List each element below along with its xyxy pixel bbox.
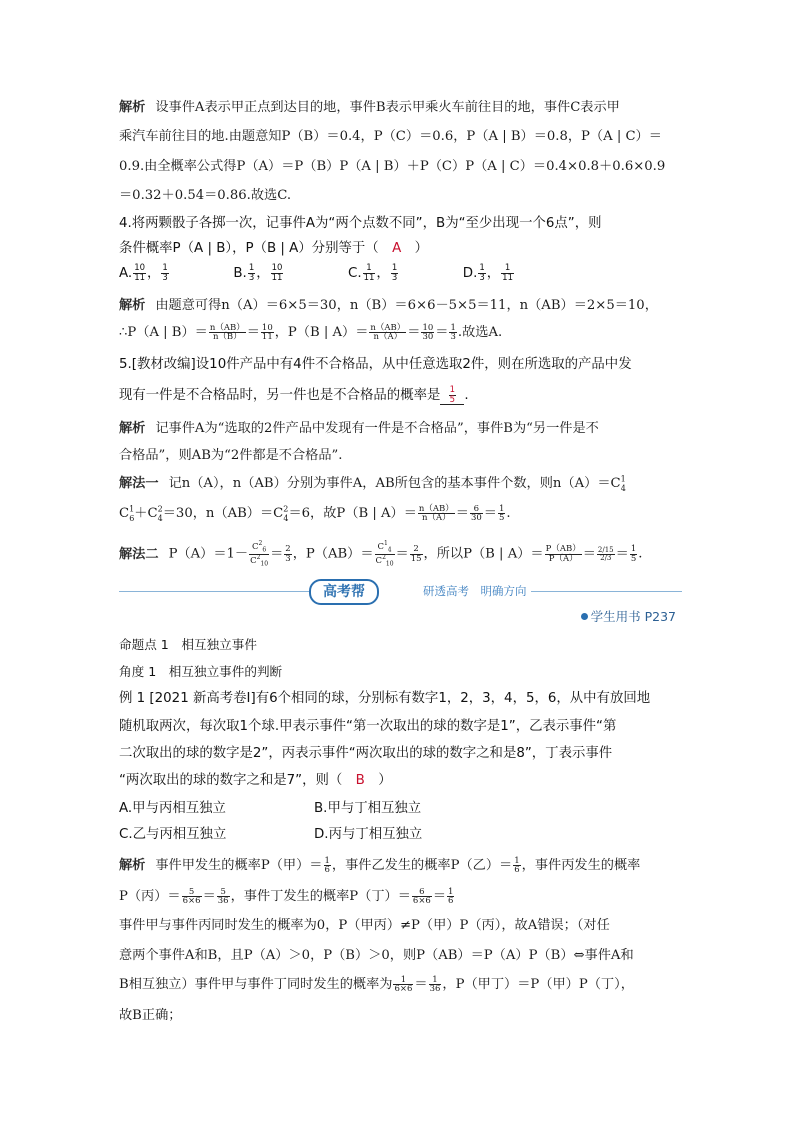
example-1-answer: B [355,773,365,788]
option-b: B.甲与丁相互独立 [314,801,422,816]
example-1-line3: 二次取出的球的数字是2”，丙表示事件“两次取出的球的数字之和是8”，丁表示事件 [119,746,613,761]
question-4-solution-line2: ∴P（A | B）＝ $\frac{n(AB)}{n(B)}$ ＝ $\frac{10}{11}$ ，P（B | A）＝ $\frac{n(AB)}{n(A)}$ ＝ $\frac{10}{30}$ ＝ $\frac{1}{3}$ .故选A. [119,322,503,342]
section-banner [119,578,682,604]
option-d: D. $\frac{1}{3}$ ， $\frac{1}{11}$ [462,263,513,283]
question-5-solution-line2: 合格品”，则AB为“2件都是不合格品”. [119,448,343,463]
option-b: B. $\frac{1}{3}$ ， $\frac{10}{11}$ [233,263,283,283]
book-reference: 学生用书 P237 [581,607,676,625]
question-4-options [119,262,682,282]
method-2-line: 解法二 P（A）＝1－ $\frac{C^2_6}{C^2_{10}}$ ＝ $\frac{2}{3}$ ，P（AB）＝ $\frac{C^1_4}{C^2_{10}}$ ＝ $\frac{2}{15}$ ，所以P（B | A）＝ $\frac{P(AB)}{P(A)}$ ＝ $\frac{2/15}{2/3}$ ＝ $\frac{1}{5}$ . [119,540,643,568]
example-1-solution-line2: P（丙）＝ $\frac{5}{6\times 6}$ ＝ $\frac{5}{36}$ ，事件丁发生的概率P（丁）＝ $\frac{6}{6\times 6}$ ＝ $\frac{1}{6}$ [119,886,454,906]
question-5-line1: 5.[教材改编]设10件产品中有4件不合格品，从中任意选取2件，则在所选取的产品中发 [119,357,632,372]
example-1-options-ab [119,797,682,816]
method-1-line1: 解法一 记n（A），n（AB）分别为事件A，AB所包含的基本事件个数，则$n(A)=C^1_4$ [119,474,626,493]
example-1-solution-line4: 意两个事件A和B，且P（A）＞0，P（B）＞0，则P（AB）＝P（A）P（B）⇔事件A和 [119,948,634,963]
example-1-solution-line3: 事件甲与事件丙同时发生的概率为0，P（甲丙）≠P（甲）P（丙），故A错误；（对任 [119,918,610,933]
example-1-solution-line6: 故B正确； [119,1008,182,1023]
example-1-line4: “两次取出的球的数字之和是7”，则（ B ） [119,773,392,788]
banner-rule-right [519,591,682,592]
example-1-solution-line1: 解析 事件甲发生的概率P（甲）＝ $\frac{1}{6}$ ，事件乙发生的概率P（乙）＝ $\frac{1}{6}$ ，事件丙发生的概率 [119,855,641,875]
question-4-line1: 4.将两颗骰子各掷一次，记事件A为“两个点数不同”，B为“至少出现一个6点”，则 [119,216,602,231]
topic-angle: 角度 1 相互独立事件的判断 [119,664,283,679]
question-5-line2: 现有一件是不合格品时，另一件也是不合格品的概率是 $\frac{1}{5}$ . [119,385,469,405]
option-c: C. $\frac{1}{11}$ ， $\frac{1}{3}$ [347,263,398,283]
banner-rule-left [119,591,309,592]
question-4-line2: 条件概率P（A | B），P（B | A）分别等于（ A ） [119,241,429,256]
option-d: D.丙与丁相互独立 [314,827,423,842]
example-1-line1: 例 1 [2021 新高考卷Ⅰ]有6个相同的球，分别标有数字1，2，3，4，5，6，从中有放回地 [119,691,651,706]
option-c: C.乙与丙相互独立 [119,827,227,842]
example-1-line2: 随机取两次，每次取1个球.甲表示事件“第一次取出的球的数字是1”，乙表示事件“第 [119,719,617,734]
question-5-solution-line1: 解析 记事件A为“选取的2件产品中发现有一件是不合格品”，事件B为“另一件是不 [119,421,599,436]
solution-p1-line3: 0.9.由全概率公式得P（A）＝P（B）P（A | B）＋P（C）P（A | C）＝0.4×0.8＋0.6×0.9 [119,159,666,174]
example-1-options-cd [119,823,682,842]
solution-p1-line1: 解析 设事件A表示甲正点到达目的地，事件B表示甲乘火车前往目的地，事件C表示甲 [119,100,620,115]
question-4-answer: A [392,241,402,256]
question-4-solution-line1: 解析 由题意可得n（A）＝6×5＝30，n（B）＝6×6－5×5＝11，n（AB）＝2×5＝10， [119,298,658,313]
bullet-icon [581,613,588,620]
banner-badge: 高考帮 [309,579,379,605]
option-a: A. $\frac{10}{11}$ ， $\frac{1}{3}$ [119,263,168,283]
solution-p1-line4: ＝0.32＋0.54＝0.86.故选C. [119,188,292,203]
solution-p1-line2: 乘汽车前往目的地.由题意知P（B）＝0.4，P（C）＝0.6，P（A | B）＝0.8，P（A | C）＝ [119,129,662,144]
banner-motto: 研透高考 明确方向 [419,583,531,599]
example-1-solution-line5: B相互独立）事件甲与事件丁同时发生的概率为 $\frac{1}{6\times 6}$ ＝ $\frac{1}{36}$ ，P（甲丁）＝P（甲）P（丁）， [119,974,634,994]
question-5-answer-blank: $\frac{1}{5}$ [440,386,464,405]
method-1-line2: $C^1_6+C^2_4=30$，$n(AB)=C^2_4=6$，故P（B | A）＝ $\frac{n(AB)}{n(A)}$ ＝ $\frac{6}{30}$ ＝ $\frac{1}{5}$ . [119,503,511,523]
topic-point: 命题点 1 相互独立事件 [119,637,257,652]
solution-tag: 解析 [119,100,146,115]
option-a: A.甲与丙相互独立 [119,801,226,816]
